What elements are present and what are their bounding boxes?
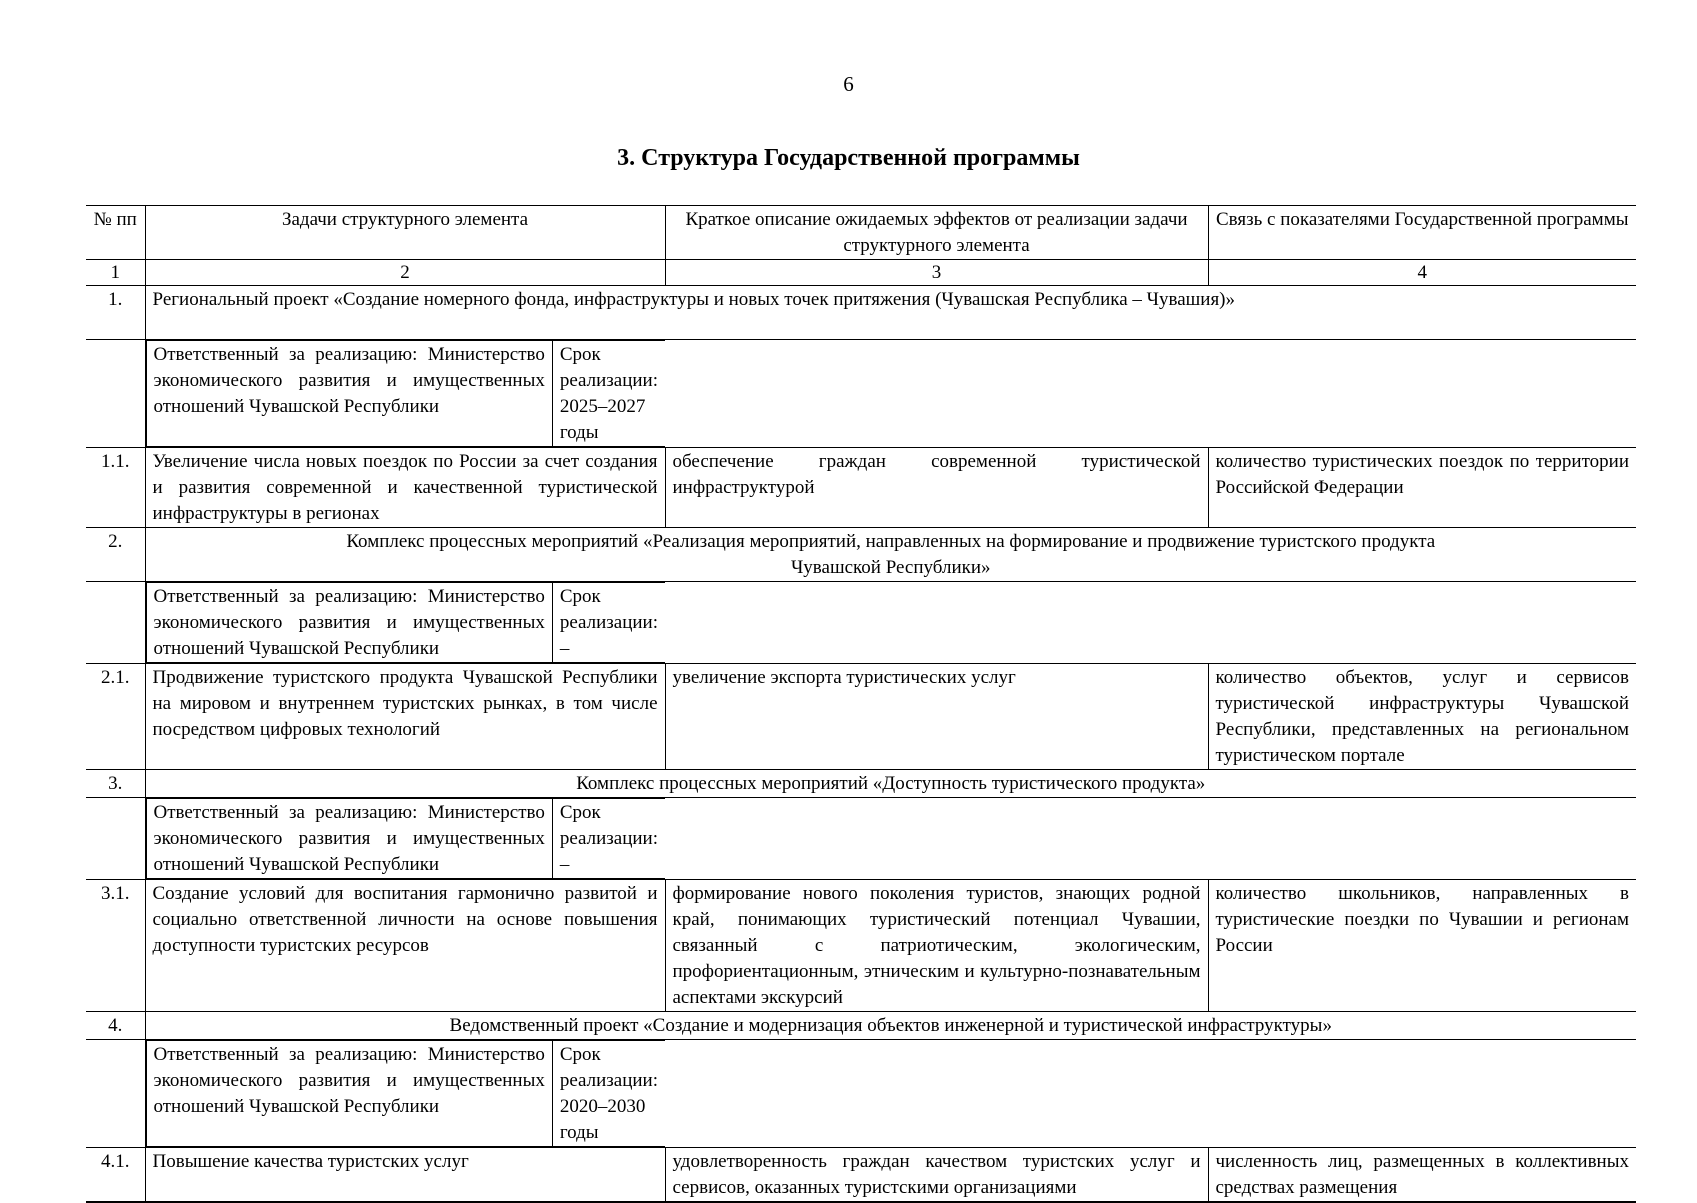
responsible-cell	[146, 340, 666, 447]
section-title: Комплекс процессных мероприятий «Реализация мероприятий, направленных на формирование и продвижение туристского продукта Чувашской Республики»	[145, 528, 1636, 582]
responsible-text: Ответственный за реализацию: Министерство экономического развития и имущественных отношений Чувашской Республики	[147, 341, 553, 446]
responsible-cell	[146, 798, 666, 879]
empty-cell	[86, 340, 145, 448]
column-number: 1	[86, 260, 145, 286]
task-effect: обеспечение граждан современной туристической инфраструктурой	[665, 448, 1208, 528]
task-row	[86, 448, 1636, 528]
section-number: 4.	[86, 1012, 145, 1040]
page-number: 6	[843, 72, 854, 96]
empty-cell	[86, 582, 145, 664]
section-row	[86, 528, 1636, 582]
task-indicator: количество туристических поездок по территории Российской Федерации	[1208, 448, 1636, 528]
section-row	[86, 770, 1636, 798]
section-number: 1.	[86, 286, 145, 340]
task-indicator: численность лиц, размещенных в коллективных средствах размещения	[1208, 1148, 1636, 1203]
column-number: 3	[665, 260, 1208, 286]
task-goal: Продвижение туристского продукта Чувашской Республики на мировом и внутреннем туристских рынках, в том числе посредством цифровых технологий	[145, 664, 665, 770]
task-number: 3.1.	[86, 880, 145, 1012]
task-goal: Увеличение числа новых поездок по России за счет создания и развития современной и качественной туристической инфраструктуры в регионах	[145, 448, 665, 528]
header-tasks: Задачи структурного элемента	[145, 206, 665, 260]
empty-cell	[86, 798, 145, 880]
section-number: 2.	[86, 528, 145, 582]
responsible-text: Ответственный за реализацию: Министерство экономического развития и имущественных отношений Чувашской Республики	[147, 1041, 553, 1146]
term-text: Срок реализации: 2020–2030 годы	[559, 1044, 658, 1143]
section-title: Ведомственный проект «Создание и модернизация объектов инженерной и туристической инфраструктуры»	[145, 1012, 1636, 1040]
section-row	[86, 1012, 1636, 1040]
task-goal: Повышение качества туристских услуг	[145, 1148, 665, 1203]
term-text: Срок реализации: –	[559, 802, 658, 875]
program-structure-table	[86, 205, 1636, 1203]
task-effect: удовлетворенность граждан качеством туристских услуг и сервисов, оказанных туристскими организациями	[665, 1148, 1208, 1203]
task-indicator: количество школьников, направленных в туристические поездки по Чувашии и регионам России	[1208, 880, 1636, 1012]
responsible-row	[86, 798, 1636, 880]
table-header-row	[86, 206, 1636, 260]
responsible-row	[86, 340, 1636, 448]
responsible-row	[86, 582, 1636, 664]
task-number: 1.1.	[86, 448, 145, 528]
responsible-text: Ответственный за реализацию: Министерство экономического развития и имущественных отношений Чувашской Республики	[147, 799, 553, 878]
task-row	[86, 1148, 1636, 1203]
page-title: 3. Структура Государственной программы	[617, 145, 1080, 171]
task-goal: Создание условий для воспитания гармонично развитой и социально ответственной личности на основе повышения доступности туристских ресурсов	[145, 880, 665, 1012]
empty-cell	[86, 1040, 145, 1148]
term-text: Срок реализации: –	[559, 586, 658, 659]
header-effects: Краткое описание ожидаемых эффектов от реализации задачи структурного элемента	[665, 206, 1208, 260]
term-text: Срок реализации: 2025–2027 годы	[559, 344, 658, 443]
section-title: Комплекс процессных мероприятий «Доступность туристического продукта»	[145, 770, 1636, 798]
task-effect: формирование нового поколения туристов, знающих родной край, понимающих туристический потенциал Чувашии, связанный с патриотическим, экологическим, профориентационным, этническим и культурно-познавательным аспектами экскурсий	[665, 880, 1208, 1012]
task-indicator: количество объектов, услуг и сервисов туристической инфраструктуры Чувашской Республики, представленных на региональном туристическом портале	[1208, 664, 1636, 770]
task-number: 2.1.	[86, 664, 145, 770]
column-number: 2	[145, 260, 665, 286]
task-row	[86, 880, 1636, 1012]
column-number: 4	[1208, 260, 1636, 286]
responsible-cell	[146, 1040, 666, 1147]
responsible-cell	[146, 582, 666, 663]
task-effect: увеличение экспорта туристических услуг	[665, 664, 1208, 770]
header-indicators: Связь с показателями Государственной программы	[1208, 206, 1636, 260]
responsible-text: Ответственный за реализацию: Министерство экономического развития и имущественных отношений Чувашской Республики	[147, 583, 553, 662]
section-row	[86, 286, 1636, 340]
task-number: 4.1.	[86, 1148, 145, 1203]
column-numbers-row	[86, 260, 1636, 286]
responsible-row	[86, 1040, 1636, 1148]
section-title: Региональный проект «Создание номерного фонда, инфраструктуры и новых точек притяжения (Чувашская Республика – Чувашия)»	[145, 286, 1636, 340]
header-number: № пп	[86, 206, 145, 260]
section-number: 3.	[86, 770, 145, 798]
task-row	[86, 664, 1636, 770]
